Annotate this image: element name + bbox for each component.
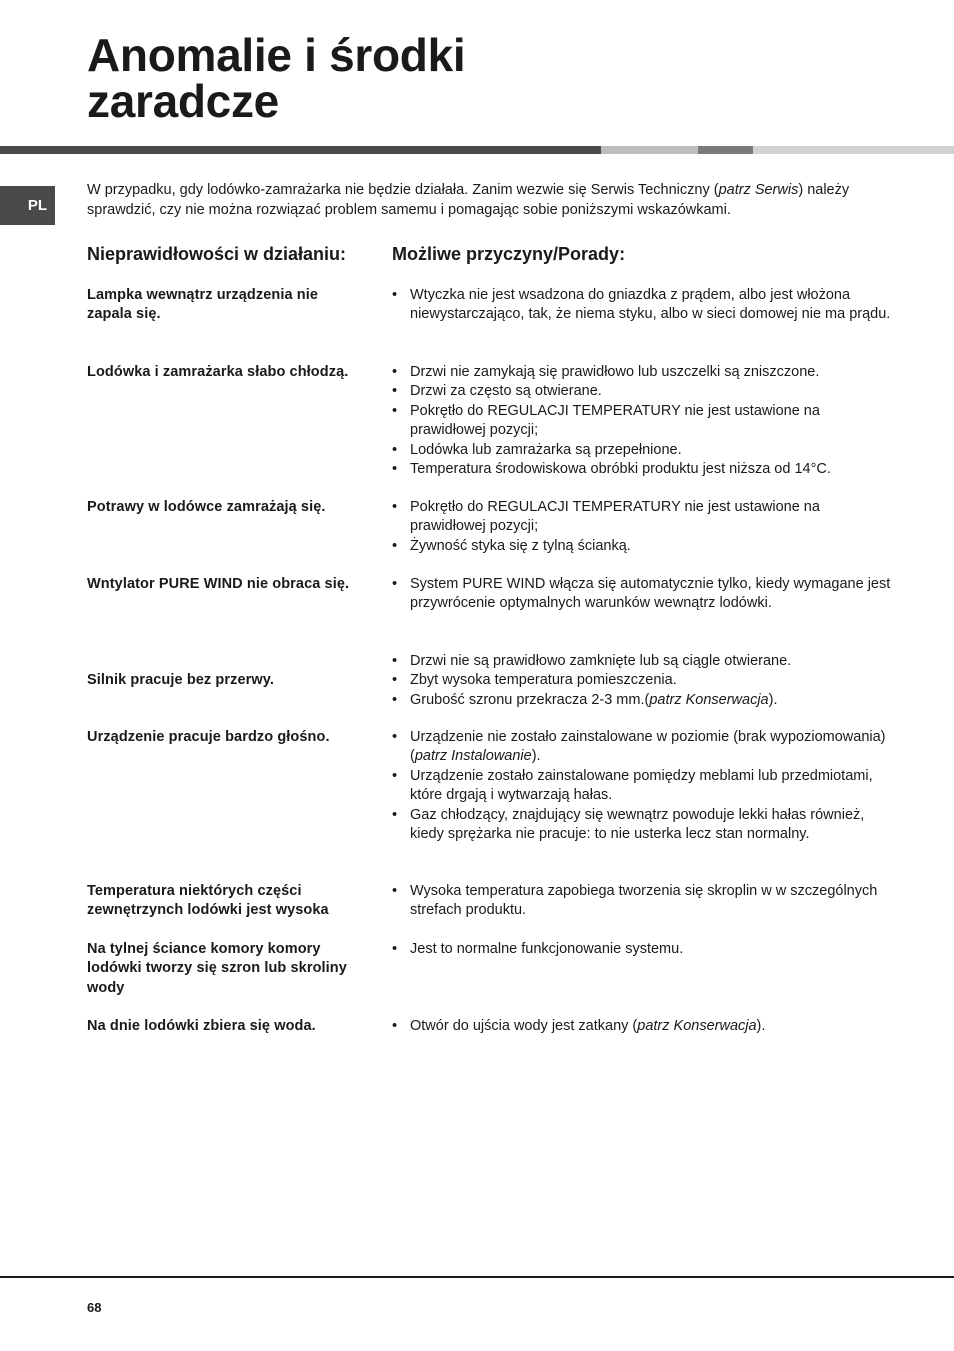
intro-text-a: W przypadku, gdy lodówko-zamrażarka nie będzie działała. Zanim wezwie się Serwis Techniczny ( [87,182,719,198]
cause-text: Jest to normalne funkcjonowanie systemu. [410,941,684,957]
cause-text: Otwór do ujścia wody jest zatkany ( [410,1018,638,1034]
intro-text-b: ) należy sprawdzić, czy nie można rozwiązać problem samemu i pomagając sobie poniższymi wskazówkami. [87,182,850,218]
cause-item [392,767,892,806]
cause-text: Drzwi nie są prawidłowo zamknięte lub są ciągle otwierane. [410,653,792,669]
bullet: • [392,383,398,400]
cause-reference: patrz Instalowanie [414,748,532,765]
causes-list [392,575,892,614]
cause-item [392,286,892,325]
header-band-light [601,146,698,154]
bullet: • [392,941,398,957]
problem-text: Wntylator PURE WIND nie obraca się. [87,576,350,592]
problem-text: Silnik pracuje bez przerwy. [87,672,274,688]
bullet: • [392,537,398,554]
problem-text: Na dnie lodówki zbiera się woda. [87,1018,316,1034]
problem-text: Na tylnej ściance komory komory lodówki tworzy się szron lub skroliny wody [87,941,347,996]
cause-item [392,575,892,614]
page-title-line-1: Anomalie i środki [87,29,466,81]
causes-list [392,940,892,959]
cause-item [392,728,892,767]
intro-paragraph [87,181,917,220]
problem-text: Lampka wewnątrz urządzenia nie zapala się. [87,287,319,323]
cause-item [392,940,892,959]
cause-text: Zbyt wysoka temperatura pomieszczenia. [410,672,677,689]
bullet: • [392,729,398,745]
problems-column-header: Nieprawidłowości w działaniu: [87,244,347,264]
cause-text: Urządzenie zostało zainstalowane pomiędzy meblami lub przedmiotami, które drgają i wytwarzają hałas. [410,767,873,804]
page-title-line-2: zaradcze [87,75,279,127]
problem-text: Potrawy w lodówce zamrażają się. [87,499,326,515]
header-band-mid [698,146,753,154]
cause-item [392,363,892,382]
causes-list [392,498,892,556]
causes-list [392,286,892,325]
cause-item [392,691,892,710]
cause-item [392,806,892,845]
bullet: • [392,806,398,823]
cause-text: Żywność styka się z tylną ścianką. [410,537,631,554]
bullet: • [392,1018,398,1034]
cause-text: Drzwi nie zamykają się prawidłowo lub uszczelki są zniszczone. [410,364,820,380]
bullet: • [392,672,398,689]
cause-text: System PURE WIND włącza się automatycznie tylko, kiedy wymagane jest przywrócenie optymalnych warunków wewnątrz lodówki. [410,576,891,612]
bullet: • [392,653,398,669]
causes-list [392,882,892,921]
bullet: • [392,287,398,303]
cause-item [392,441,892,460]
bullet: • [392,883,398,899]
footer-rule [0,1276,954,1278]
cause-item [392,382,892,401]
causes-list [392,728,892,844]
cause-text: Lodówka lub zamrażarka są przepełnione. [410,441,682,458]
cause-text-after: ). [768,691,778,708]
page-number: 68 [87,1300,102,1315]
cause-item [392,671,892,690]
bullet: • [392,364,398,380]
cause-text: Pokrętło do REGULACJI TEMPERATURY nie jest ustawione na prawidłowej pozycji; [410,402,820,439]
problem-text: Urządzenie pracuje bardzo głośno. [87,729,330,745]
bullet: • [392,499,398,515]
cause-text-after: ). [531,748,541,765]
bullet: • [392,441,398,458]
cause-text: Grubość szronu przekracza 2-3 mm.( [410,691,650,708]
cause-text: Gaz chłodzący, znajdujący się wewnątrz powoduje lekki hałas również, kiedy sprężarka nie pracuje: to nie usterka lecz stan normalny. [410,806,865,843]
problem-text: Temperatura niektórych części zewnętrzynch lodówki jest wysoka [87,883,329,919]
cause-text: Wtyczka nie jest wsadzona do gniazdka z prądem, albo jest włożona niewystarczająco, tak, że niema styku, albo w sieci domowej nie ma prądu. [410,287,891,323]
cause-item [392,537,892,556]
cause-item [392,882,892,921]
cause-text: Drzwi za często są otwierane. [410,383,602,400]
bullet: • [392,576,398,592]
cause-item [392,652,892,671]
bullet: • [392,402,398,419]
cause-item [392,1017,892,1036]
cause-text-after: ). [756,1018,766,1034]
cause-item [392,460,892,479]
problem-text: Lodówka i zamrażarka słabo chłodzą. [87,364,349,380]
cause-item [392,498,892,537]
header-band-dark [0,146,601,154]
bullet: • [392,691,398,708]
cause-text: Urządzenie nie zostało zainstalowane w poziomie (brak wypoziomowania) ( [410,729,886,765]
intro-reference: patrz Serwis [718,182,799,198]
cause-text: Pokrętło do REGULACJI TEMPERATURY nie jest ustawione na prawidłowej pozycji; [410,499,820,535]
cause-text: Temperatura środowiskowa obróbki produktu jest niższa od 14°C. [410,461,831,478]
page-title [87,29,466,127]
header-band-pale [753,146,954,154]
cause-reference: patrz Konserwacja [649,691,769,708]
bullet: • [392,461,398,478]
cause-text: Wysoka temperatura zapobiega tworzenia się skroplin w w szczególnych strefach produktu. [410,883,878,919]
language-tab: PL [0,186,55,225]
causes-list [392,363,892,479]
cause-reference: patrz Konserwacja [637,1018,757,1034]
causes-column-header: Możliwe przyczyny/Porady: [392,244,626,264]
cause-item [392,402,892,441]
bullet: • [392,767,398,784]
causes-list [392,1017,892,1036]
causes-list [392,652,892,710]
